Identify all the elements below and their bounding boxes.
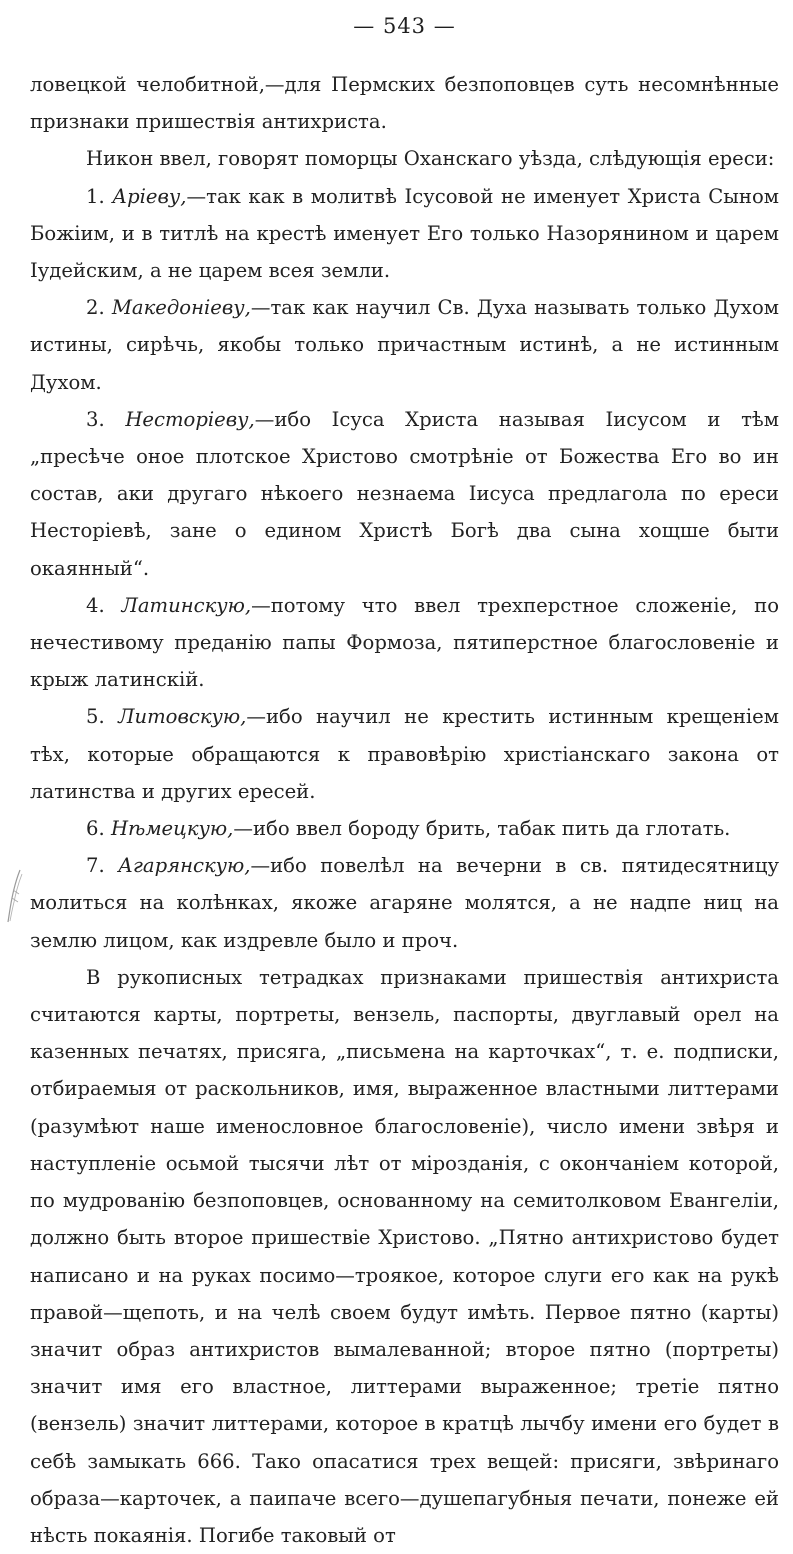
heresy-description: —потому что ввел трехперстное сложенiе, по нечестивому преданiю папы Формоза, пятиперстное благословенiе и крыж латинскiй.	[30, 593, 779, 692]
paragraph-continuation: ловецкой челобитной,—для Пермских безпоповцев суть несомнѣнные признаки пришествія антихриста.	[30, 73, 779, 134]
page-number: — 543 —	[353, 14, 456, 38]
paragraph-manuscript-signs: В рукописных тетрадках признаками пришествія антихриста считаются карты, портреты, вензель, паспорты, двуглавый орел на казенных печатях, присяга, „письмена на карточках“, т. е. подписки, отбираемыя от раскольников, имя, выраженное властными литтерами (разумѣют наше именословное благословенiе), число имени звѣря и наступленiе осьмой тысячи лѣт от мiрозданiя, с окончанiем которой, по мудрованiю безпоповцев, основанному на семитолковом Евангелiи, должно быть второе пришествiе Христово. „Пятно антихристово будет написано и на руках посимо—троякое, которое слуги его как на рукѣ правой—щепоть, и на челѣ своем будут имѣть. Первое пятно (карты) значит образ антихристов вымалеванной; второе пятно (портреты) значит имя его властное, литтерами выраженное; третiе пятно (вензель) значит литтерами, которое в кратцѣ лычбу имени его будет в себѣ замыкать 666. Тако опасатися трех вещей: присяги, звѣринаго образа—карточек, а паипаче всего—душепагубныя печати, понеже ей нѣсть покаянiя. Погибе таковый от	[30, 965, 779, 1547]
heresy-term: Несторiеву,	[125, 407, 255, 431]
heresy-description: —так как в молитвѣ Iсусовой не именует Христа Сыном Божiим, и в титлѣ на крестѣ именует Его только Назорянином и царем Iудейским, а не царем всея земли.	[30, 184, 779, 283]
paragraph-heresies-intro: Никон ввел, говорят поморцы Оханскаго уѣзда, слѣдующія ереси:	[86, 147, 775, 171]
heresy-term: Нѣмецкую,	[110, 817, 234, 841]
body-text	[30, 66, 779, 1554]
list-item-agarian: 7. Агарянскую,—ибо повелѣл на вечерни в св. пятидесятницу молиться на колѣнках, якоже агаряне молятся, а не надпе ниц на землю лицом, как издревле было и проч.	[30, 854, 779, 952]
heresy-description: —ибо ввел бороду брить, табак пить да глотать.	[233, 817, 731, 841]
list-item-lithuanian: 5. Литовскую,—ибо научил не крестить истинным крещенiем тѣх, которые обращаются к правовѣрiю христiанскаго закона от латинства и других ересей.	[30, 705, 779, 803]
list-item-german: 6. Нѣмецкую,—ибо ввел бороду брить, табак пить да глотать.	[86, 817, 731, 841]
heresy-term: Агарянскую,	[118, 854, 251, 878]
list-item-arius: 1. Арiеву,—так как в молитвѣ Iсусовой не именует Христа Сыном Божiим, и в титлѣ на крестѣ именует Его только Назорянином и царем Iудейским, а не царем всея земли.	[30, 184, 779, 283]
heresy-description: —ибо научил не крестить истинным крещенiем тѣх, которые обращаются к правовѣрiю христiанскаго закона от латинства и других ересей.	[30, 705, 779, 803]
heresy-description: —ибо повелѣл на вечерни в св. пятидесятницу молиться на колѣнках, якоже агаряне молятся, а не надпе ниц на землю лицом, как издревле было и проч.	[30, 854, 779, 952]
heresy-term: Латинскую,	[121, 593, 252, 617]
heresy-term: Арiеву,	[112, 184, 187, 208]
list-item-latin: 4. Латинскую,—потому что ввел трехперстное сложенiе, по нечестивому преданiю папы Формоза, пятиперстное благословенiе и крыж латинскiй.	[30, 593, 779, 692]
heresy-term: Литовскую,	[118, 705, 247, 729]
list-item-macedonius: 2. Македонiеву,—так как научил Св. Духа называть только Духом истины, сирѣчь, якобы только причастным истинѣ, а не истинным Духом.	[30, 296, 779, 394]
heresy-description: —так как научил Св. Духа называть только Духом истины, сирѣчь, якобы только причастным истинѣ, а не истинным Духом.	[30, 296, 779, 394]
list-item-nestorius: 3. Несторiеву,—ибо Iсуса Христа называя Iисусом и тѣм „пресѣче оное плотское Христово смотрѣнiе от Божества Его во ин состав, аки другаго нѣкоего незнаема Iисуса предлагола по ереси Несторiевѣ, зане о едином Христѣ Богѣ два сына хощше быти окаянный“.	[30, 407, 779, 580]
heresy-description: —ибо Iсуса Христа называя Iисусом и тѣм „пресѣче оное плотское Христово смотрѣнiе от Божества Его во ин состав, аки другаго нѣкоего незнаема Iисуса предлагола по ереси Несторiевѣ, зане о едином Христѣ Богѣ два сына хощше быти окаянный“.	[30, 407, 779, 580]
margin-pencil-mark	[4, 868, 26, 924]
heresy-term: Македонiеву,	[111, 296, 251, 320]
